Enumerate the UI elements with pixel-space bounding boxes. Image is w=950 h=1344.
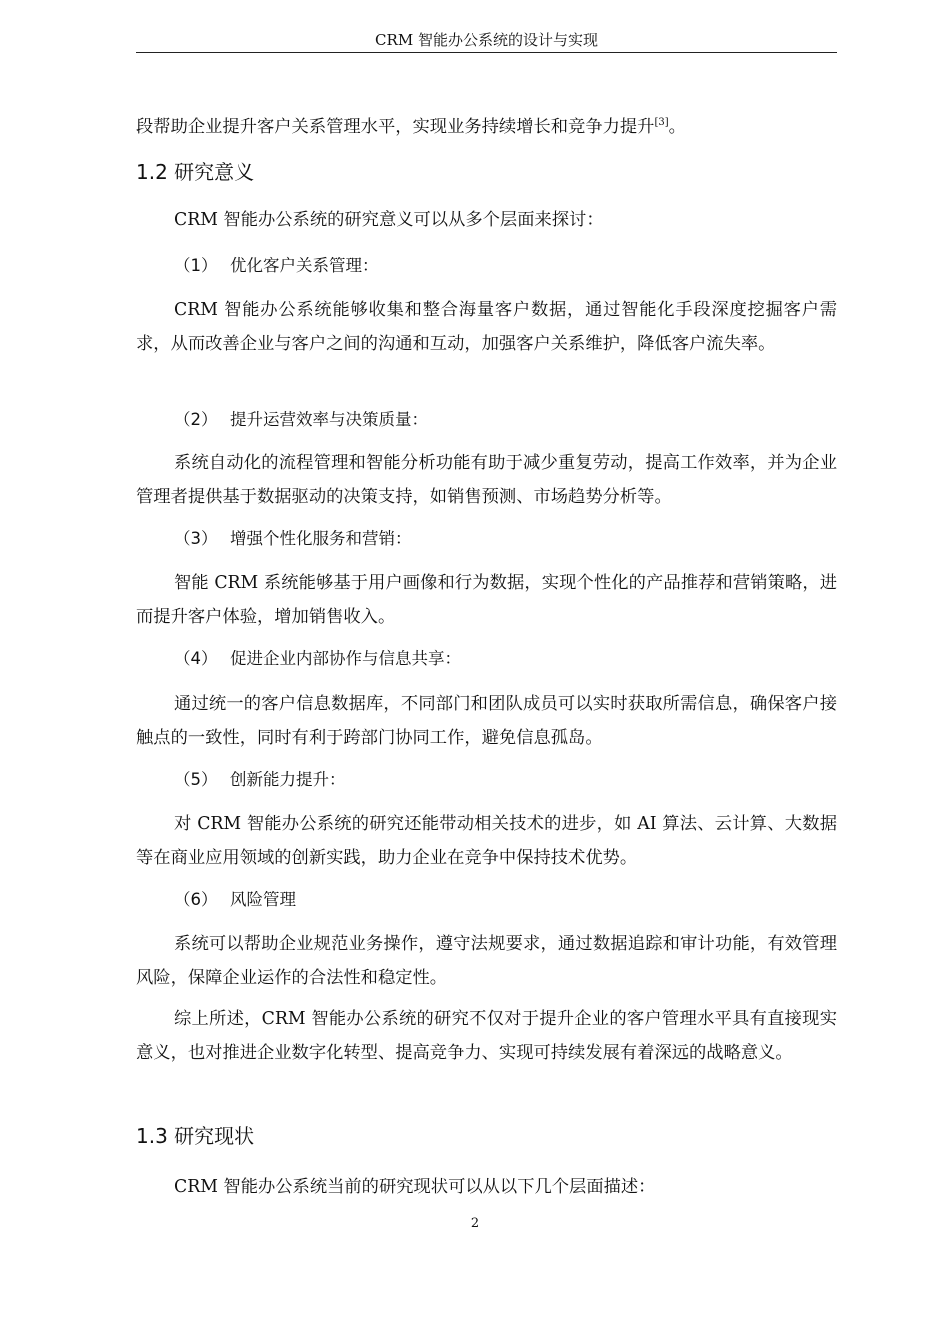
item-4-paragraph: 通过统一的客户信息数据库，不同部门和团队成员可以实时获取所需信息，确保客户接触点的一致性，同时有利于跨部门协同工作，避免信息孤岛。	[136, 694, 837, 748]
item-2-heading	[174, 408, 428, 432]
continuation-text: 段帮助企业提升客户关系管理水平，实现业务持续增长和竞争力提升	[136, 117, 655, 137]
summary-paragraph: 综上所述，CRM 智能办公系统的研究不仅对于提升企业的客户管理水平具有直接现实意义，也对推进企业数字化转型、提高竞争力、实现可持续发展有着深远的战略意义。	[136, 1009, 837, 1063]
continuation-paragraph	[136, 110, 837, 144]
item-1-heading	[174, 254, 379, 278]
item-3-paragraph: 智能 CRM 系统能够基于用户画像和行为数据，实现个性化的产品推荐和营销策略，进而提升客户体验，增加销售收入。	[136, 573, 837, 627]
item-number: （6）	[174, 890, 218, 909]
item-number: （3）	[174, 529, 218, 548]
item-number: （2）	[174, 410, 218, 429]
item-title: 创新能力提升：	[230, 770, 346, 789]
item-6-paragraph: 系统可以帮助企业规范业务操作，遵守法规要求，通过数据追踪和审计功能，有效管理风险，保障企业运作的合法性和稳定性。	[136, 934, 837, 988]
item-title: 促进企业内部协作与信息共享：	[230, 649, 461, 668]
item-6-heading	[174, 888, 296, 912]
item-number: （1）	[174, 256, 218, 275]
item-number: （5）	[174, 770, 218, 789]
item-2-paragraph: 系统自动化的流程管理和智能分析功能有助于减少重复劳动，提高工作效率，并为企业管理者提供基于数据驱动的决策支持，如销售预测、市场趋势分析等。	[136, 453, 837, 507]
item-title: 优化客户关系管理：	[230, 256, 379, 275]
section-1-2-intro: CRM 智能办公系统的研究意义可以从多个层面来探讨：	[174, 210, 604, 230]
item-title: 风险管理	[230, 890, 296, 909]
section-heading-1-3: 1.3 研究现状	[136, 1124, 255, 1148]
item-5-paragraph: 对 CRM 智能办公系统的研究还能带动相关技术的进步，如 AI 算法、云计算、大数据等在商业应用领域的创新实践，助力企业在竞争中保持技术优势。	[136, 814, 837, 868]
item-3-heading	[174, 527, 412, 551]
page-number: 2	[470, 1216, 480, 1231]
item-title: 提升运营效率与决策质量：	[230, 410, 428, 429]
item-4-heading	[174, 647, 461, 671]
citation-ref[interactable]: [3]	[654, 117, 669, 128]
item-title: 增强个性化服务和营销：	[230, 529, 412, 548]
continuation-end: 。	[668, 117, 686, 137]
item-number: （4）	[174, 649, 218, 668]
running-header: CRM 智能办公系统的设计与实现	[136, 30, 837, 53]
section-heading-1-2: 1.2 研究意义	[136, 160, 255, 184]
item-5-heading	[174, 768, 346, 792]
section-1-3-intro: CRM 智能办公系统当前的研究现状可以从以下几个层面描述：	[174, 1177, 656, 1197]
item-1-paragraph: CRM 智能办公系统能够收集和整合海量客户数据，通过智能化手段深度挖掘客户需求，从而改善企业与客户之间的沟通和互动，加强客户关系维护，降低客户流失率。	[136, 300, 837, 354]
